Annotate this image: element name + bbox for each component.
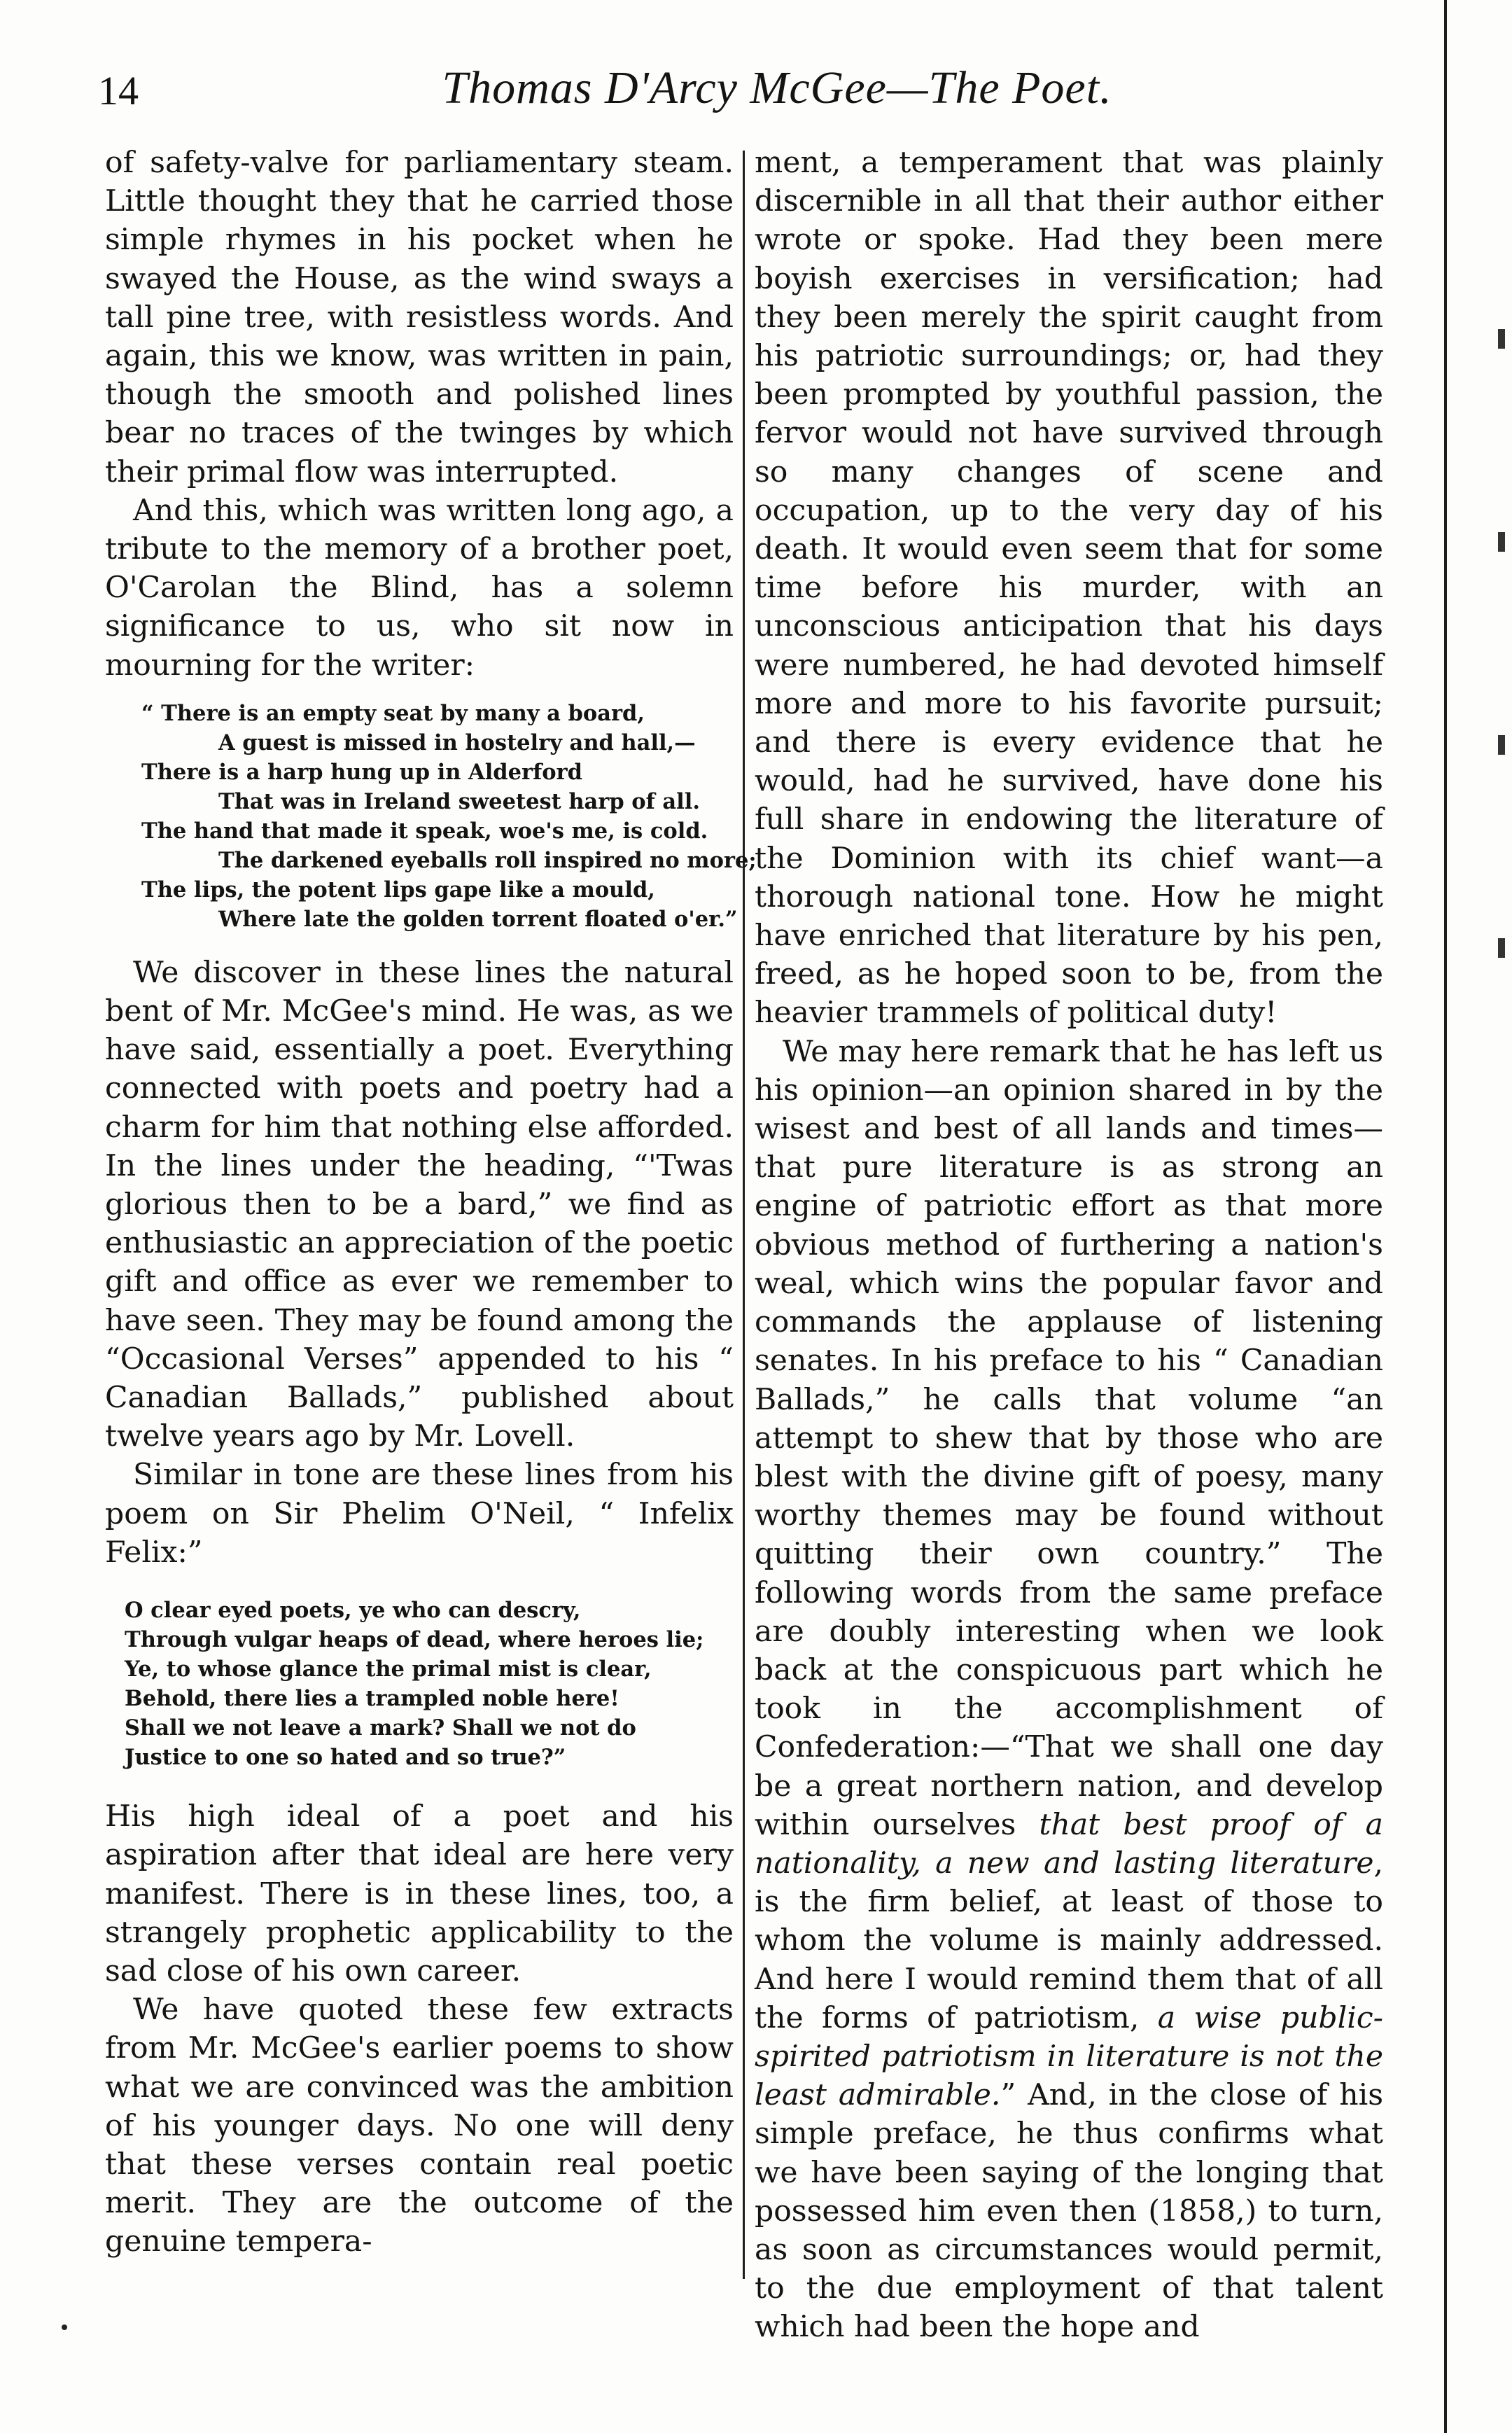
poem-line: The lips, the potent lips gape like a mould, [141,877,655,902]
text-run: ” And, in the close of his simple preface, he thus confirms what we have been saying of the longing that possessed him even then (1858,) to turn, as soon as circumstances would permit, to the due employment of that talent which had been the hope and [755,2078,1384,2345]
italic-emphasis: a wise public-spirited patriotism in literature is not the least admirable. [755,2000,1383,2113]
poem-line: The hand that made it speak, woe's me, is cold. [141,818,708,844]
running-title: Thomas D'Arcy McGee—The Poet. [442,62,1112,113]
paragraph: We have quoted these few extracts from Mr. McGee's earlier poems to show what we are convinced was the ambition of his younger days. No one will deny that these verses contain real poetic merit. They are the outcome of the genuine tempera- [105,1993,734,2259]
poem-line: O clear eyed poets, ye who can descry, [125,1598,581,1624]
poem-line: The darkened eyeballs roll inspired no more; [218,847,757,873]
poem-line: Justice to one so hated and so true?” [125,1745,566,1771]
left-column [105,144,757,2259]
italic-emphasis: that best proof of a nationality, a new and lasting literature [755,1807,1383,1881]
poem-line: A guest is missed in hostelry and hall,— [218,730,696,755]
poem-line: Through vulgar heaps of dead, where heroes lie; [125,1627,704,1653]
page-edge-border [1444,0,1447,2433]
poem-line: Where late the golden torrent floated o'er.” [218,906,738,932]
poem-excerpt-infelix-felix [105,1596,734,1772]
poem-line: There is a harp hung up in Alderford [141,759,582,785]
poem-excerpt-carolan [105,699,757,934]
specks [62,2324,67,2330]
paragraph: Similar in tone are these lines from his poem on Sir Phelim O'Neil, “ Infelix Felix:” [105,1458,734,1570]
paragraph: We discover in these lines the natural bent of Mr. McGee's mind. He was, as we have said, essentially a poet. Everything connected with poets and poetry had a charm for him that nothing else afforded. In the lines under the heading, “'Twas glorious then to be a bard,” we find as enthusiastic an appreciation of the poetic gift and office as ever we remember to have seen. They may be found among the “Occasional Verses” appended to his “ Canadian Ballads,” published about twelve years ago by Mr. Lovell. [105,955,734,1454]
poem-line: That was in Ireland sweetest harp of all. [218,788,700,814]
poem-line: Shall we not leave a mark? Shall we not do [125,1715,636,1741]
paragraph: ment, a temperament that was plainly discernible in all that their author either wrote or spoke. Had they been mere boyish exercises in versification; had they been merely the spirit caught from his patriotic surroundings; or, had they been prompted by youthful passion, the fervor would not have survived through so many changes of scene and occupation, up to the very day of his death. It would even seem that for some time before his murder, with an unconscious anticipation that his days were numbered, he had devoted himself more and more to his favorite pursuit; and there is every evidence that he would, had he survived, have done his full share in endowing the literature of the Dominion with its chief want—a thorough national tone. How he might have enriched that literature by his pen, freed, as he hoped soon to be, from the heavier trammels of political duty! [755,146,1383,1031]
paragraph: And this, which was written long ago, a tribute to the memory of a brother poet, O'Carolan the Blind, has a solemn significance to us, who sit now in mourning for the writer: [105,493,734,683]
bleed-mark [1498,938,1505,958]
poem-line: Ye, to whose glance the primal mist is clear, [125,1657,652,1682]
right-column [755,144,1384,2345]
text-run: We may here remark that he has left us his opinion—an opinion shared in by the wisest and best of all lands and times—that pure literature is as strong an engine of patriotic effort as that more obvious method of furthering a nation's weal, which wins the popular favor and commands the applause of listening senates. In his preface to his “ Canadian Ballads,” he calls that volume “an attempt to shew that by those who are blest with the divine gift of poesy, many worthy themes may be found without quitting their own country.” The following words from the same preface are doubly interesting when we look back at the conspicuous part which he took in the accomplishment of Confederation:—“That we shall one day be a great northern nation, and develop within ourselves [755,1034,1383,1842]
paragraph [755,1033,1383,2347]
paragraph: of safety-valve for parliamentary steam. Little thought they that he carried those simple rhymes in his pocket when he swayed the House, as the wind sways a tall pine tree, with resistless words. And again, this we know, was written in pain, though the smooth and polished lines bear no traces of the twinges by which their primal flow was interrupted. [105,146,734,489]
page-number: 14 [98,68,139,113]
bleed-mark [1498,329,1505,349]
text-run: , is the firm belief, at least of those to whom the volume is mainly addressed. And here I would remind them that of all the forms of patriotism, [755,1846,1383,2035]
bleed-mark [1498,735,1505,755]
poem-line: “ There is an empty seat by many a board, [141,700,645,726]
paragraph: His high ideal of a poet and his aspiration after that ideal are here very manifest. There is in these lines, too, a strangely prophetic applicability to the sad close of his own career. [105,1799,734,1988]
column-rule [743,151,745,2279]
bleed-mark [1498,532,1505,552]
poem-line: Behold, there lies a trampled noble here! [125,1686,620,1712]
